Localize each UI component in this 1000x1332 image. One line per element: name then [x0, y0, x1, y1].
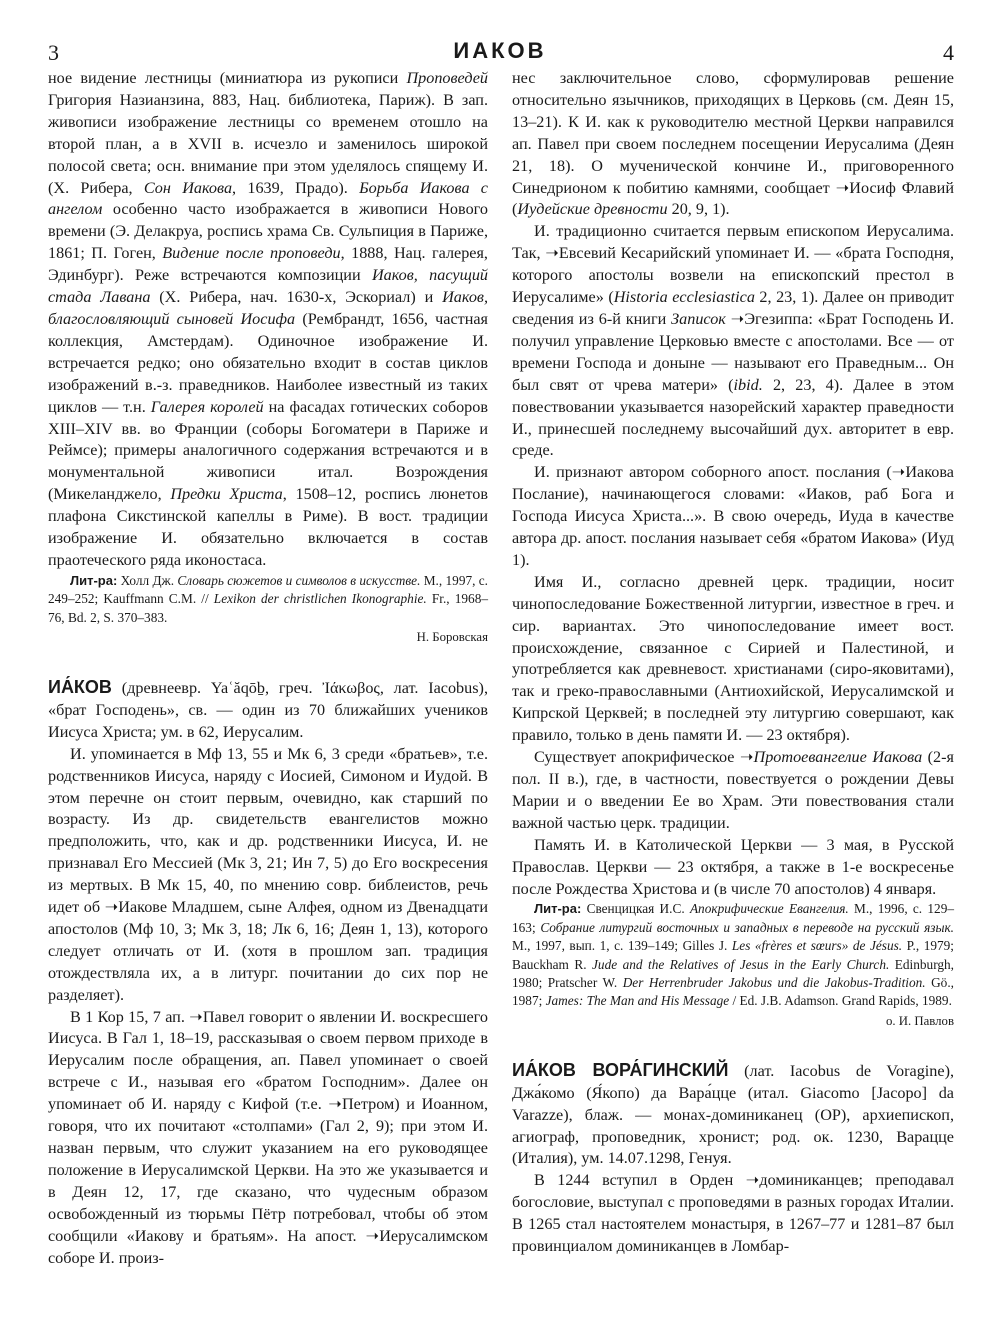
literature-label: Лит-ра:: [534, 901, 582, 917]
text-run: 20, 9, 1).: [667, 200, 730, 219]
entry-iakov: [48, 677, 488, 744]
text-run: , 1639, Прадо).: [232, 178, 360, 197]
italic-title: Der Herrenbruder Jakobus und die Jakobus-Tradition.: [622, 975, 926, 991]
text-run: М., 1996, с. 129–163;: [512, 901, 954, 935]
italic-title: Иаков, благословляющий сыновей Иосифа: [48, 288, 489, 328]
literature-block-1: [48, 572, 488, 627]
italic-title: Галерея королей: [150, 397, 264, 416]
paragraph-epistle: И. признают автором соборного апост. послания (➝Иакова Послание), начинающегося словами: «Иаков, раб Бога и Господа Иисуса Христа...». В свою очередь, Иуда в качестве автора др. апост. послания называет себя «братом Иакова» (Иуд 1).: [512, 463, 954, 569]
text-run: ➝Эгезиппа: «Брат Господень И. получил управление Церковью вместе с апостолами. Все — от времени Господа и доныне — называют его Праведным... Он был свят от чрева матери» (: [512, 309, 954, 394]
left-column: [48, 68, 488, 1269]
text-run: Григория Назианзина, 883, Нац. библиотека, Париж). В зап. живописи изображение лестницы со временем отошло на второй план, а в XVII в. исчезло и заменилось широкой полосой света; осн. внимание при этом уделялось спящему И. (Х. Рибера,: [48, 90, 488, 197]
text-run: на фасадах готических соборов XIII–XIV вв. во Франции (соборы Богоматери в Париже и Реймсе); примеры аналогичного содержания встречаются и в монументальной живописи итал. Возрождения (Микеланджело,: [48, 397, 489, 504]
text-run: ное видение лестницы (миниатюра из рукописи: [48, 69, 407, 87]
italic-title: Сон Иакова: [143, 178, 233, 197]
text-run: / Ed. J.B. Adamson. Grand Rapids, 1989.: [729, 993, 952, 1009]
paragraph-dominican: В 1244 вступил в Орден ➝доминиканцев; преподавал богословие, выступал с проповедями в разных городах Италии. В 1265 стал настоятелем монастыря, в 1267–77 и 1281–87 был провинциалом доминиканцев в Ломбар-: [512, 1171, 954, 1256]
text-run: (Х. Рибера, нач. 1630-х, Эскориал) и: [150, 288, 443, 307]
italic-title: James: The Man and His Message: [545, 993, 730, 1009]
paragraph-bishop: [512, 221, 954, 462]
italic-title: Протоевангелие Иакова: [753, 748, 923, 767]
italic-title: Видение после проповеди: [162, 244, 341, 263]
text-run: особенно часто изображается в живописи Нового времени (Э. Делакруа, роспись храма Св. Сульпиция в Париже, 1861; П. Гоген,: [48, 200, 488, 263]
paragraph-memory: Память И. в Католической Церкви — 3 мая, в Русской Православ. Церкви — 23 октября, а также в 1-е воскресенье после Рождества Христова и (в числе 70 апостолов) 4 января.: [512, 835, 954, 898]
author-signature-2: о. И. Павлов: [885, 1013, 954, 1028]
italic-title: Проповедей: [406, 69, 488, 87]
author-signature-1: Н. Боровская: [416, 630, 488, 645]
entry-headword: ИА́КОВ ВОРА́ГИНСКИЙ: [512, 1059, 729, 1080]
page-number-left: 3: [48, 40, 59, 65]
text-run: (2-я пол. II в.), где, в частности, повествуется о рождении Девы Марии и о введении Ее во Храм. Эти повествования стали важной частью церк. традиции.: [512, 748, 954, 832]
page-number-right: 4: [943, 40, 954, 65]
text-run: нес заключительное слово, сформулировав решение относительно язычников, приходящих в Церковь (см. Деян 15, 13–21). К И. как к руководителю местной Церкви направился ап. Павел при своем последнем посещении Иерусалима (Деян 21, 18). О мученической кончине И., приговоренного Синедрионом к побитию камнями, сообщает ➝Иосиф Флавий (: [512, 69, 954, 219]
italic-title: Historia ecclesiastica: [613, 288, 755, 307]
italic-title: Записок: [671, 309, 726, 328]
running-title: ИАКОВ: [453, 38, 547, 63]
paragraph-martyrdom: [512, 68, 954, 221]
paragraph-protoevangelium: [512, 747, 954, 835]
italic-title: Борьба Иакова с ангелом: [48, 178, 488, 219]
text-run: , 1888, Нац. галерея, Эдинбург). Реже встречаются композиции: [48, 244, 488, 285]
italic-title: Иудейские древности: [517, 200, 668, 219]
text-run: (Рембрандт, 1656, частная коллекция, Амстердам). Одиночное изображение И. встречается редко; оно обязательно входит в состав циклов изображений в.-з. праведников. Наиболее известный из таких циклов — т.н.: [48, 309, 488, 416]
italic-title: ibid.: [733, 375, 763, 394]
italic-title: Lexikon der christlichen Ikonographie.: [213, 591, 427, 607]
text-run: Edinburgh, 1980; Pratscher W.: [512, 956, 955, 991]
text-run: Свенцицкая И.С.: [581, 901, 690, 917]
paragraph-liturgy: Имя И., согласно древней церк. традиции, носит чинопоследование Божественной литургии, известное в греч. и сир. вариантах. Это чинопоследование имеет вост. происхождение, связанное с Сирией и Палестиной, и употребляется как древневост. христианами (сиро-яковитами), так и греко-православными (Антиохийской, Иерусалимской и Кипрской Церквей; в последней эту литургию совершают, как правило, только в день памяти И. — 23 октября).: [512, 572, 954, 745]
italic-title: Предки Христа: [170, 485, 283, 504]
text-run: М., 1997, с. 249–252; Kauffmann C.M. //: [48, 572, 488, 607]
text-run: М., 1997, вып. 1, с. 139–149; Gilles J.: [512, 938, 732, 954]
paragraph-brothers: И. упоминается в Мф 13, 55 и Мк 6, 3 среди «братьев», т.е. родственников Иисуса, наряду с Иосией, Симоном и Иудой. В этом перечне он стоит первым, очевидно, как старший по возрасту. Из др. свидетельств евангелистов можно предположить, что, как и др. родственники Иисуса, И. не признавал Его Мессией (Мк 3, 21; Ин 7, 5) до Его воскресения из мертвых. В Мк 15, 40, по мнению совр. библеистов, речь идет об ➝Иакове Младшем, сыне Алфея, одном из Двенадцати апостолов (Мф 10, 3; Мк 3, 18; Лк 6, 16; Деян 1, 13), которого следует отличать от И. (хотя в прошлом зап. традиция отождествляла их, а в литург. почитании до сих пор не разделяет).: [48, 744, 488, 1004]
text-run: Fr., 1968–76, Bd. 2, S. 370–383.: [48, 591, 488, 625]
text-run: Холл Дж.: [117, 572, 178, 588]
italic-title: Иаков, пасущий стада Лавана: [48, 266, 489, 307]
italic-title: Словарь сюжетов и символов в искусстве.: [177, 572, 421, 588]
text-run: И. традиционно считается первым епископом Иерусалима. Так, ➝Евсевий Кесарийский упоминает И. — «брата Господня, которого апостолы возвели на епископский престол в Иерусалиме» (: [512, 222, 954, 307]
text-run: , 1508–12, роспись люнетов плафона Сикстинской капеллы в Риме). В вост. традиции изображение И. обязательно включается в состав праотеческого ряда иконостаса.: [48, 485, 488, 569]
text-run: (древнеевр. Yaʿăqōḇ, греч. Ἰάκωβος, лат. Iacobus), «брат Господень», св. — один из 70 ближайших учеников Иисуса Христа; ум. в 62, Иерусалим.: [48, 678, 488, 741]
right-column: [512, 68, 954, 1258]
text-run: Gö., 1987;: [512, 975, 954, 1009]
entry-iakov-voraginsky: [512, 1060, 954, 1171]
italic-title: Les «frères et sœurs» de Jésus.: [731, 938, 903, 954]
literature-label: Лит-ра:: [70, 572, 118, 588]
italic-title: Собрание литургий восточных и западных в переводе на русский язык.: [540, 919, 954, 935]
text-run: P., 1979; Bauckham R.: [512, 938, 954, 972]
paragraph-iconography: [48, 68, 488, 572]
entry-headword: ИА́КОВ: [48, 676, 112, 697]
literature-block-2: [512, 900, 954, 1010]
text-run: (лат. Iacobus de Voragine), Джа́комо (Я́копо) да Вара́цце (итал. Giacomo [Jacopo] da Varazze), блаж. — монах-доминиканец (OP), архиепископ, агиограф, проповедник, хронист; род. ок. 1230, Варацце (Италия), ум. 14.07.1298, Генуя.: [512, 1061, 955, 1168]
text-run: 2, 23, 1). Далее он приводит сведения из 6-й книги: [512, 288, 955, 328]
paragraph-paul: В 1 Кор 15, 7 ап. ➝Павел говорит о явлении И. воскресшего Иисуса. В Гал 1, 18–19, рассказывая о своем первом приходе в Иерусалим после обращения, ап. Павел упоминает о своей встрече с И., называя его «братом Господним». Далее он упоминает об И. наряду с Кифой (т.е. ➝Петром) и Иоанном, говоря, что их почитают «столпами» (Гал 2, 9); при этом И. назван первым, что служит указанием на его руководящее положение в Иерусалимской Церкви. На это же указывается и в Деян 12, 17, где сказано, что чудесным образом освобожденный из тюрьмы Пётр потребовал, чтобы об этом сообщили «Иакову и братьям». На апост. ➝Иерусалимском соборе И. произ-: [48, 1007, 488, 1267]
text-run: Существует апокрифическое ➝: [534, 748, 754, 767]
italic-title: Jude and the Relatives of Jesus in the Early Church.: [592, 956, 890, 972]
italic-title: Апокрифические Евангелия.: [689, 901, 849, 917]
text-run: 2, 23, 4). Далее в этом повествовании указывается назорейский характер праведности И., принесшей последнему высочайший дух. авторитет в евр. среде.: [512, 375, 954, 460]
